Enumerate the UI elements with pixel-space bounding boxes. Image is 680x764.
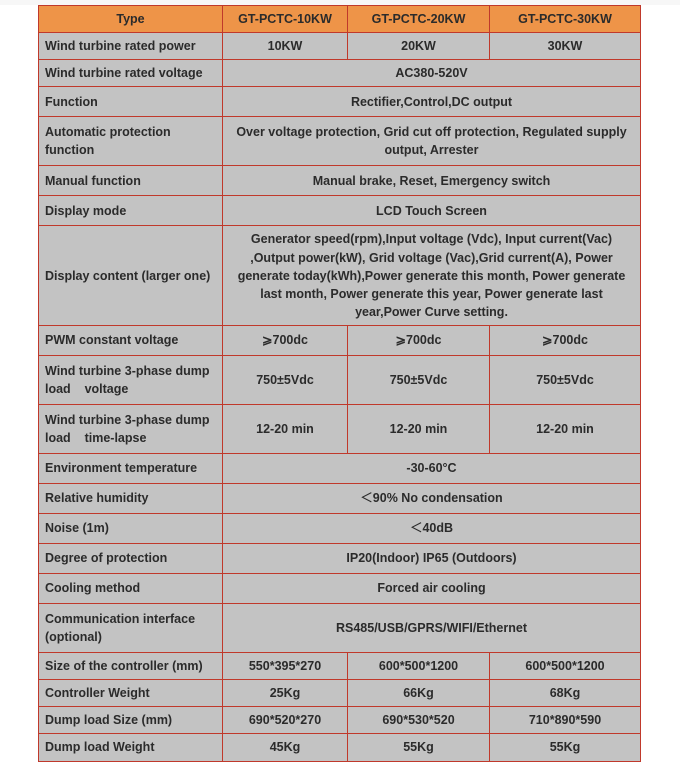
row-value-cell: ⩾700dc [490,326,641,356]
row-value-cell: 45Kg [223,734,348,761]
table-row [39,544,641,574]
row-value-merged: LCD Touch Screen [223,196,641,226]
row-label: Cooling method [39,574,223,604]
specification-table-container [38,5,640,762]
row-label: Communication interface (optional) [39,604,223,653]
row-label: Environment temperature [39,454,223,484]
row-label: PWM constant voltage [39,326,223,356]
table-row [39,653,641,680]
row-value-cell: 690*530*520 [348,707,490,734]
table-row [39,707,641,734]
row-label: Function [39,87,223,117]
row-value-merged: ＜90% No condensation [223,484,641,514]
table-row [39,196,641,226]
row-value-cell: 10KW [223,33,348,60]
table-header-row [39,6,641,33]
row-value-merged: Forced air cooling [223,574,641,604]
column-header-model-30kw: GT-PCTC-30KW [490,6,641,33]
row-label: Display mode [39,196,223,226]
row-label: Size of the controller (mm) [39,653,223,680]
row-label: Noise (1m) [39,514,223,544]
row-label: Relative humidity [39,484,223,514]
table-row [39,226,641,326]
table-row [39,356,641,405]
row-value-cell: 750±5Vdc [490,356,641,405]
row-label: Wind turbine 3-phase dump load voltage [39,356,223,405]
row-label: Wind turbine rated voltage [39,60,223,87]
table-row [39,514,641,544]
column-header-model-10kw: GT-PCTC-10KW [223,6,348,33]
row-label: Manual function [39,166,223,196]
row-value-cell: ⩾700dc [223,326,348,356]
table-row [39,405,641,454]
row-value-cell: 600*500*1200 [348,653,490,680]
row-value-cell: 68Kg [490,680,641,707]
table-row [39,60,641,87]
table-row [39,326,641,356]
row-value-merged: IP20(Indoor) IP65 (Outdoors) [223,544,641,574]
row-value-cell: 12-20 min [348,405,490,454]
row-value-cell: 750±5Vdc [348,356,490,405]
row-label: Dump load Size (mm) [39,707,223,734]
row-value-cell: 30KW [490,33,641,60]
row-value-merged: -30-60°C [223,454,641,484]
table-row [39,484,641,514]
row-label: Wind turbine 3-phase dump load time-lapse [39,405,223,454]
row-label: Dump load Weight [39,734,223,761]
row-value-merged: Over voltage protection, Grid cut off protection, Regulated supply output, Arrester [223,117,641,166]
column-header-model-20kw: GT-PCTC-20KW [348,6,490,33]
row-value-cell: 55Kg [348,734,490,761]
row-value-merged: AC380-520V [223,60,641,87]
table-row [39,454,641,484]
row-label: Wind turbine rated power [39,33,223,60]
row-value-cell: 12-20 min [223,405,348,454]
column-header-type: Type [39,6,223,33]
row-value-cell: 750±5Vdc [223,356,348,405]
table-row [39,33,641,60]
table-row [39,166,641,196]
row-value-cell: 690*520*270 [223,707,348,734]
row-value-cell: 710*890*590 [490,707,641,734]
table-row [39,734,641,761]
row-value-cell: ⩾700dc [348,326,490,356]
row-value-cell: 20KW [348,33,490,60]
row-value-merged: Rectifier,Control,DC output [223,87,641,117]
row-label: Degree of protection [39,544,223,574]
table-row [39,574,641,604]
table-body [39,33,641,761]
table-row [39,87,641,117]
row-value-cell: 12-20 min [490,405,641,454]
row-label: Controller Weight [39,680,223,707]
row-label: Display content (larger one) [39,226,223,326]
row-value-cell: 25Kg [223,680,348,707]
row-value-cell: 550*395*270 [223,653,348,680]
row-value-merged: ＜40dB [223,514,641,544]
row-value-cell: 55Kg [490,734,641,761]
row-label: Automatic protection function [39,117,223,166]
row-value-merged: Generator speed(rpm),Input voltage (Vdc), Input current(Vac) ,Output power(kW), Grid voltage (Vac),Grid current(A), Power generate today(kWh),Power generate this month, Power generate last month, Power generate this year, Power generate last year,Power Curve setting. [223,226,641,326]
table-header [39,6,641,33]
table-row [39,604,641,653]
table-row [39,680,641,707]
row-value-cell: 600*500*1200 [490,653,641,680]
specification-table [38,5,641,762]
table-row [39,117,641,166]
row-value-merged: RS485/USB/GPRS/WIFI/Ethernet [223,604,641,653]
row-value-merged: Manual brake, Reset, Emergency switch [223,166,641,196]
row-value-cell: 66Kg [348,680,490,707]
